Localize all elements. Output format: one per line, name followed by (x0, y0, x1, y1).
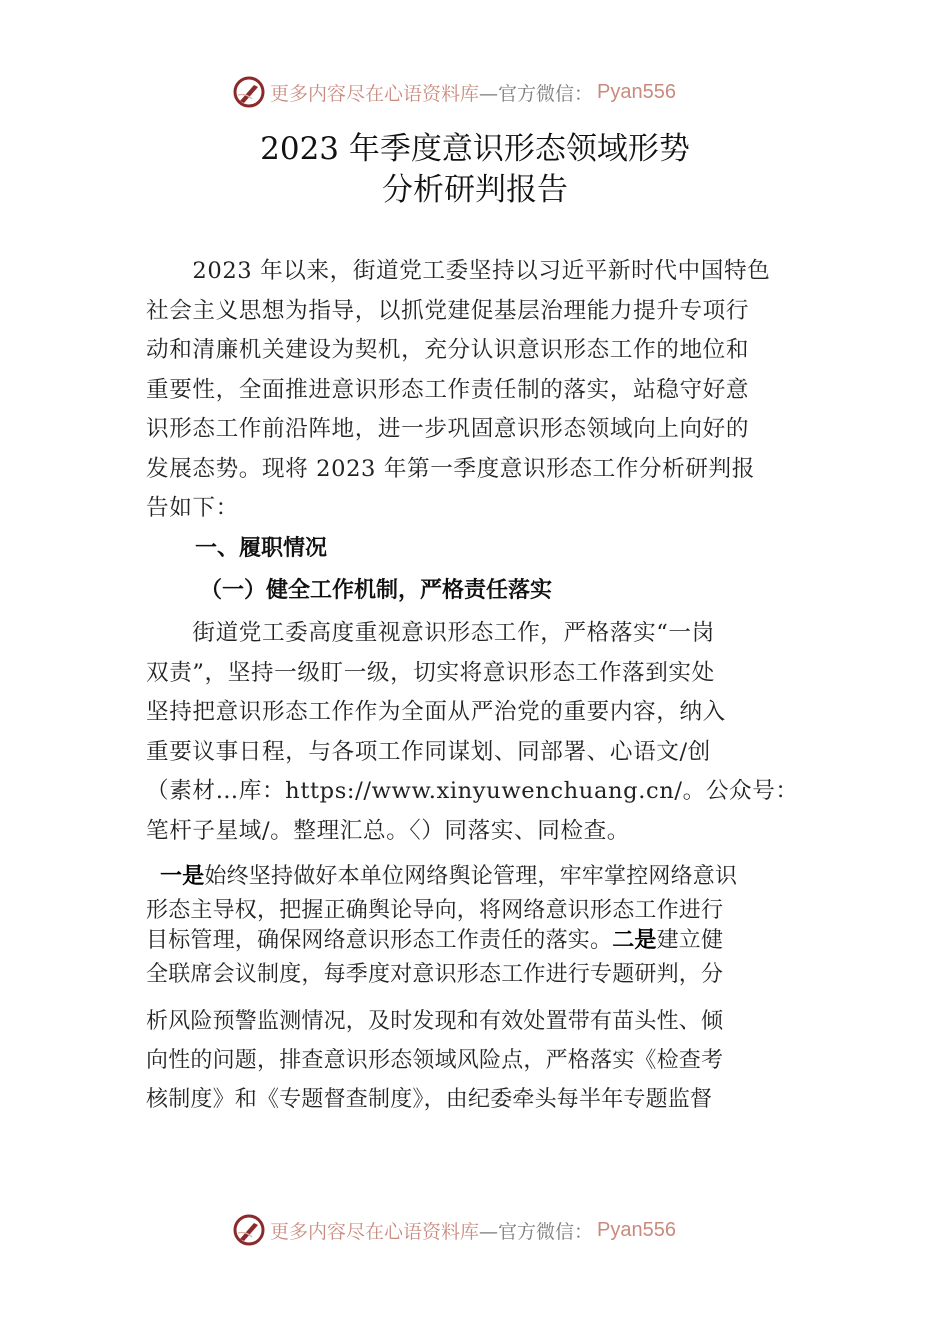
watermark-site-text: 更多内容尽在心语资料库 (270, 82, 480, 105)
bold-marker: 一是 (160, 864, 205, 889)
text-line: 动和清廉机关建设为契机，充分认识意识形态工作的地位和 (146, 337, 750, 363)
text-line: 重要议事日程，与各项工作同谋划、同部署、心语文/创 (146, 738, 711, 765)
text-line: 双责”，坚持一级盯一级，切实将意识形态工作落到实处 (146, 659, 715, 686)
body-paragraph-2 (146, 614, 810, 851)
footer-watermark (232, 1210, 676, 1250)
text-line: 目标管理，确保网络意识形态工作责任的落实。二是建立健 (146, 928, 724, 953)
text-line: 核制度》和《专题督查制度》，由纪委牵头每半年专题监督 (146, 1087, 713, 1112)
intro-paragraph (146, 252, 810, 529)
watermark-wechat-id: Pyan556 (597, 80, 676, 103)
quill-pen-logo-icon (232, 75, 266, 109)
watermark-wechat-label: —官方微信： (479, 1220, 594, 1243)
section-heading: 一、履职情况 (195, 536, 328, 561)
watermark-wechat-label: —官方微信： (479, 82, 594, 105)
text-line: 告如下： (146, 495, 239, 521)
text-line: 重要性，全面推进意识形态工作责任制的落实，站稳守好意 (146, 376, 750, 403)
text-line: 全联席会议制度，每季度对意识形态工作进行专题研判，分 (146, 962, 724, 987)
watermark-wechat-id: Pyan556 (597, 1218, 676, 1241)
text-line: 2023 年以来，街道党工委坚持以习近平新时代中国特色 (146, 258, 771, 284)
text-line: 一是始终坚持做好本单位网络舆论管理，牢牢掌控网络意识 (160, 864, 738, 889)
document-title-line2: 分析研判报告 (382, 172, 568, 208)
text-line: 向性的问题，排查意识形态领域风险点，严格落实《检查考 (146, 1048, 724, 1073)
text-line: 笔杆子星域/。整理汇总。〈）同落实、同检查。 (146, 817, 630, 844)
text-line: 发展态势。现将 2023 年第一季度意识形态工作分析研判报 (146, 455, 755, 482)
quill-pen-logo-icon (232, 1213, 266, 1247)
subsection-heading: （一）健全工作机制，严格责任落实 (200, 577, 553, 603)
body-paragraph-3 (146, 860, 810, 1119)
watermark-site-text: 更多内容尽在心语资料库 (270, 1220, 480, 1243)
document-title-line1: 2023 年季度意识形态领域形势 (260, 131, 690, 167)
text-line: 街道党工委高度重视意识形态工作，严格落实“一岗 (146, 620, 715, 646)
text-line: 识形态工作前沿阵地，进一步巩固意识形态领域向上向好的 (146, 416, 750, 442)
text-line: 社会主义思想为指导，以抓党建促基层治理能力提升专项行 (146, 297, 750, 324)
text-line: 析风险预警监测情况，及时发现和有效处置带有苗头性、倾 (146, 1009, 724, 1034)
text-line: 形态主导权，把握正确舆论导向，将网络意识形态工作进行 (146, 898, 724, 923)
header-watermark (232, 72, 676, 112)
text-line: 坚持把意识形态工作作为全面从严治党的重要内容，纳入 (146, 699, 726, 725)
text-line: （素材…库：https://www.xinyuwenchuang.cn/。公众号： (146, 778, 799, 804)
bold-marker: 二是 (612, 928, 657, 953)
